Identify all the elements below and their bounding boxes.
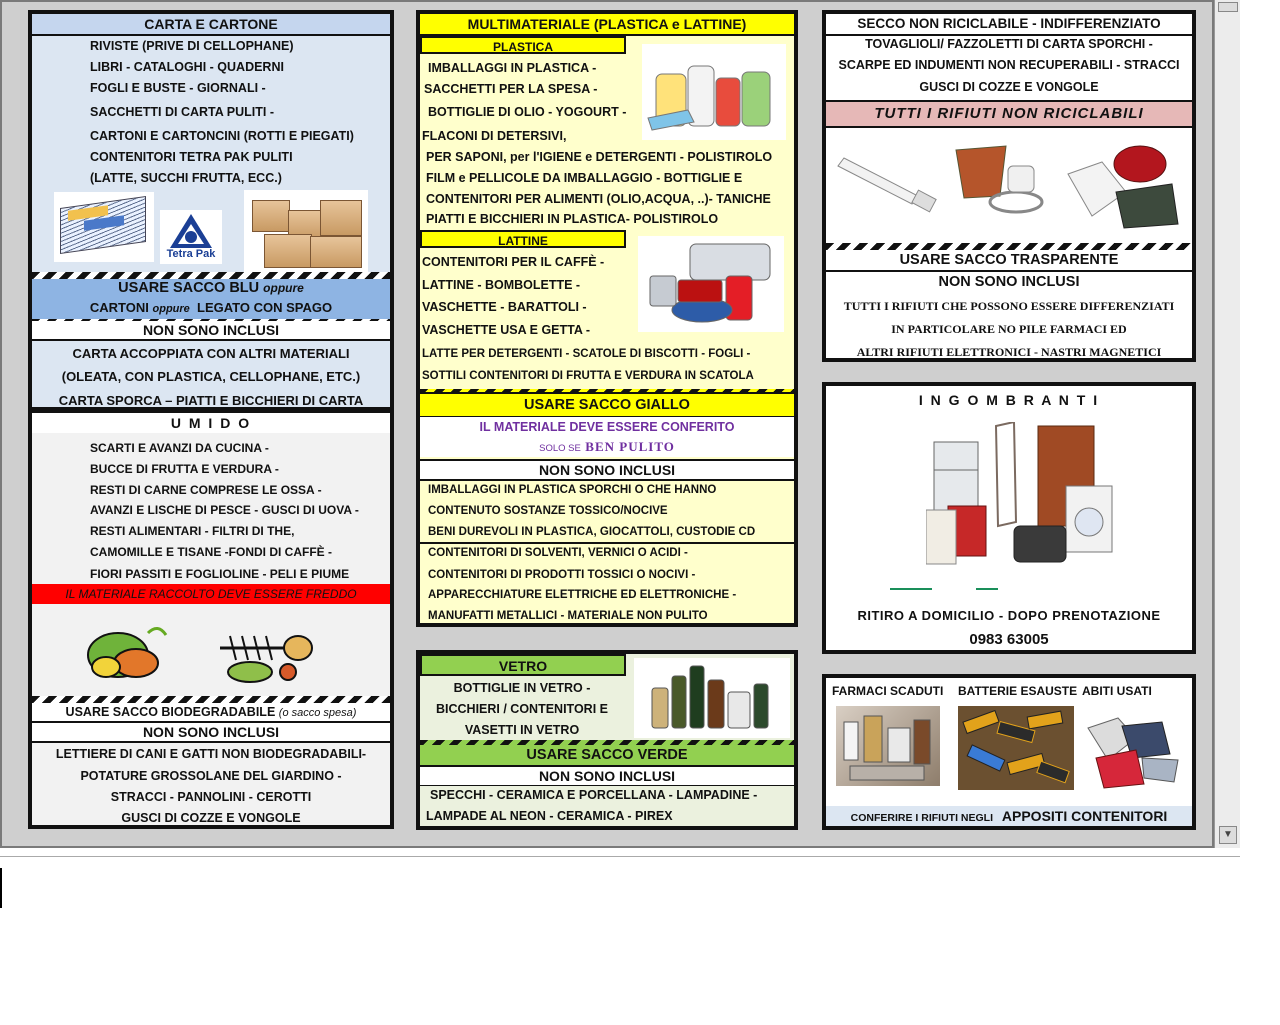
newspapers-icon [54,192,154,262]
multi-excl-item: CONTENITORI DI SOLVENTI, VERNICI O ACIDI - [428,547,688,559]
ingombranti-info: RITIRO A DOMICILIO - DOPO PRENOTAZIONE [857,608,1161,623]
panel-umido [28,409,394,829]
panel-secco [822,10,1196,362]
panel-ingombranti [822,382,1196,654]
umido-item: AVANZI E LISCHE DI PESCE - GUSCI DI UOVA - [90,503,359,517]
cursor-mark [0,868,2,908]
lattine-item: SOTTILI CONTENITORI DI FRUTTA E VERDURA IN SCATOLA [422,370,754,382]
plastica-label: PLASTICA [420,36,626,54]
tetra-pak-logo-text: Tetra Pak [166,248,216,260]
carta-item: RIVISTE (PRIVE DI CELLOPHANE) [90,39,294,53]
scrollbar-thumb[interactable] [1218,2,1238,12]
umido-item: CAMOMILLE E TISANE -FONDI DI CAFFÈ - [90,545,332,559]
plastica-item: PIATTI E BICCHIERI IN PLASTICA- POLISTIROLO [426,212,719,226]
multi-excl-item: BENI DUREVOLI IN PLASTICA, GIOCATTOLI, CUSTODIE CD [428,526,756,538]
speciali-footer-b: APPOSITI CONTENITORI [1001,808,1168,824]
vetro-item: BOTTIGLIE IN VETRO - [453,681,591,695]
ingombranti-title: I N G O M B R A N T I [918,392,1100,408]
green-underline [890,588,932,590]
umido-use-note: (o sacco spesa) [278,707,357,719]
speciali-label-farmaci: FARMACI SCADUTI [832,684,944,698]
carta-use-line2b: LEGATO CON SPAGO [197,300,333,315]
lattine-item: VASCHETTE - BARATTOLI - [422,300,587,314]
carta-item: SACCHETTI DI CARTA PULITI - [90,105,275,119]
bulky-waste-icon [926,422,1116,568]
umido-item: RESTI ALIMENTARI - FILTRI DI THE, [90,524,295,538]
secco-excl-item: IN PARTICOLARE NO PILE FARMACI ED [891,322,1127,336]
secco-item: TOVAGLIOLI/ FAZZOLETTI DI CARTA SPORCHI - [865,37,1153,51]
lattine-item: LATTINE - BOMBOLETTE - [422,278,581,292]
carta-use-oppure: oppure [263,281,304,295]
carta-item: CONTENITORI TETRA PAK PULITI [90,150,293,164]
ingombranti-phone: 0983 63005 [969,631,1049,648]
umido-excl-item: LETTIERE DI CANI E GATTI NON BIODEGRADABILI- [55,747,367,761]
carta-title: CARTA E CARTONE [32,14,390,36]
speciali-footer [826,806,1192,826]
umido-excl-title: NON SONO INCLUSI [32,723,390,743]
panel-multimateriale [416,10,798,627]
speciali-label-batterie: BATTERIE ESAUSTE [958,684,1078,698]
secco-use-bar: USARE SACCO TRASPARENTE [826,250,1192,272]
carta-excl-item: (OLEATA, CON PLASTICA, CELLOPHANE, ETC.) [61,369,361,384]
lattine-label: LATTINE [420,230,626,248]
lattine-item: VASCHETTE USA E GETTA - [422,323,591,337]
speciali-label-abiti: ABITI USATI [1082,684,1152,698]
vertical-scrollbar[interactable] [1214,0,1240,848]
multi-notice-solo-se: SOLO SE [539,443,581,454]
umido-item: FIORI PASSITI E FOGLIOLINE - PELI E PIUME [90,567,350,581]
cans-tins-icon [638,236,784,332]
umido-excl-item: GUSCI DI COZZE E VONGOLE [121,811,301,825]
divider-zigzag [32,272,390,279]
lower-blank-area [0,856,1240,1025]
broken-pot-icon [946,136,1056,226]
green-underline [976,588,998,590]
umido-warning: IL MATERIALE RACCOLTO DEVE ESSERE FREDDO [32,584,390,604]
carta-item: (LATTE, SUCCHI FRUTTA, ECC.) [90,171,282,185]
secco-item: SCARPE ED INDUMENTI NON RECUPERABILI - STRACCI [838,58,1180,72]
secco-banner: TUTTI I RIFIUTI NON RICICLABILI [826,100,1192,128]
multi-notice-line2 [420,437,794,457]
umido-item: SCARTI E AVANZI DA CUCINA - [90,441,269,455]
plastica-item: BOTTIGLIE DI OLIO - YOGOURT - [428,105,627,119]
umido-title: U M I D O [32,413,390,433]
expired-medicines-icon [836,706,940,786]
lattine-item: CONTENITORI PER IL CAFFÈ - [422,255,605,269]
carta-use-line2a: CARTONI [89,300,149,315]
panel-vetro [416,650,798,830]
secco-item: GUSCI DI COZZE E VONGOLE [919,80,1099,94]
carta-use-bar [32,279,390,321]
multi-excl-item: CONTENUTO SOSTANZE TOSSICO/NOCIVE [428,505,668,517]
plastica-item: IMBALLAGGI IN PLASTICA - [428,61,597,75]
multi-excl-title: NON SONO INCLUSI [420,459,794,481]
plastica-item: SACCHETTI PER LA SPESA - [424,82,598,96]
vetro-excl-item: SPECCHI - CERAMICA E PORCELLANA - LAMPADINE - [430,788,758,802]
carta-use-oppure2: oppure [152,303,190,315]
multi-excl-item: MANUFATTI METALLICI - MATERIALE NON PULITO [428,610,708,622]
vetro-use-bar: USARE SACCO VERDE [420,745,794,767]
plastica-item: FILM e PELLICOLE DA IMBALLAGGIO - BOTTIGLIE E [426,171,743,185]
used-clothes-icon [1078,708,1184,790]
plastica-item: PER SAPONI, per l'IGIENE e DETERGENTI - POLISTIROLO [426,150,773,164]
speciali-footer-a: CONFERIRE I RIFIUTI NEGLI [850,812,993,824]
divider-zigzag [32,696,390,703]
vetro-item: BICCHIERI / CONTENITORI E [435,702,608,716]
carta-item: CARTONI E CARTONCINI (ROTTI E PIEGATI) [90,129,354,143]
vetro-item: VASETTI IN VETRO [464,723,580,737]
carta-excl-title: NON SONO INCLUSI [32,321,390,341]
plastica-item: CONTENITORI PER ALIMENTI (OLIO,ACQUA, ..)- TANICHE [426,192,771,206]
secco-title: SECCO NON RICICLABILE - INDIFFERENZIATO [826,14,1192,36]
old-clothes-icon [1062,140,1184,232]
scroll-down-arrow-icon[interactable]: ▼ [1219,826,1237,844]
plastic-bottles-icon [642,44,786,140]
umido-item: BUCCE DI FRUTTA E VERDURA - [90,462,279,476]
fish-bones-icon [210,618,322,684]
multi-excl-item: APPARECCHIATURE ELETTRICHE ED ELETTRONICHE - [428,589,737,601]
used-batteries-icon [958,706,1074,790]
vegetables-icon [78,615,174,687]
carta-excl-item: CARTA SPORCA – PIATTI E BICCHIERI DI CARTA [58,393,364,408]
multi-notice: IL MATERIALE DEVE ESSERE CONFERITO [420,417,794,437]
multi-notice-ben-pulito: BEN PULITO [585,439,675,454]
umido-excl-item: POTATURE GROSSOLANE DEL GIARDINO - [80,769,342,783]
glass-bottles-icon [634,658,790,738]
umido-use-line: USARE SACCO BIODEGRADABILE [65,705,276,719]
vetro-excl-item: LAMPADE AL NEON - CERAMICA - PIREX [426,809,673,823]
multi-use-bar: USARE SACCO GIALLO [420,392,794,418]
vetro-title: VETRO [420,654,626,676]
carta-excl-item: CARTA ACCOPPIATA CON ALTRI MATERIALI [72,346,350,361]
umido-item: RESTI DI CARNE COMPRESE LE OSSA - [90,483,322,497]
secco-excl-item: ALTRI RIFIUTI ELETTRONICI - NASTRI MAGNETICI [856,345,1162,359]
multi-excl-item: IMBALLAGGI IN PLASTICA SPORCHI O CHE HANNO [428,484,717,496]
carta-use-line1: USARE SACCO BLU [118,280,260,296]
panel-carta [28,10,394,411]
tube-icon [834,146,940,226]
umido-use-bar [32,703,390,723]
panel-speciali [822,674,1196,830]
secco-excl-title: NON SONO INCLUSI [826,272,1192,292]
vetro-excl-title: NON SONO INCLUSI [420,767,794,786]
multi-excl-item: CONTENITORI DI PRODOTTI TOSSICI O NOCIVI - [428,569,696,581]
plastica-item: FLACONI DI DETERSIVI, [422,129,567,143]
tetra-pak-logo-icon [160,210,222,264]
carta-item: LIBRI - CATALOGHI - QUADERNI [90,60,284,74]
umido-excl-item: STRACCI - PANNOLINI - CEROTTI [110,790,312,804]
lattine-item: LATTE PER DETERGENTI - SCATOLE DI BISCOTTI - FOGLI - [422,348,751,360]
divider-zigzag [826,243,1192,250]
carta-item: FOGLI E BUSTE - GIORNALI - [90,81,266,95]
multi-title: MULTIMATERIALE (PLASTICA e LATTINE) [420,14,794,36]
secco-excl-item: TUTTI I RIFIUTI CHE POSSONO ESSERE DIFFERENZIATI [843,299,1175,313]
cardboard-boxes-icon [244,190,368,272]
